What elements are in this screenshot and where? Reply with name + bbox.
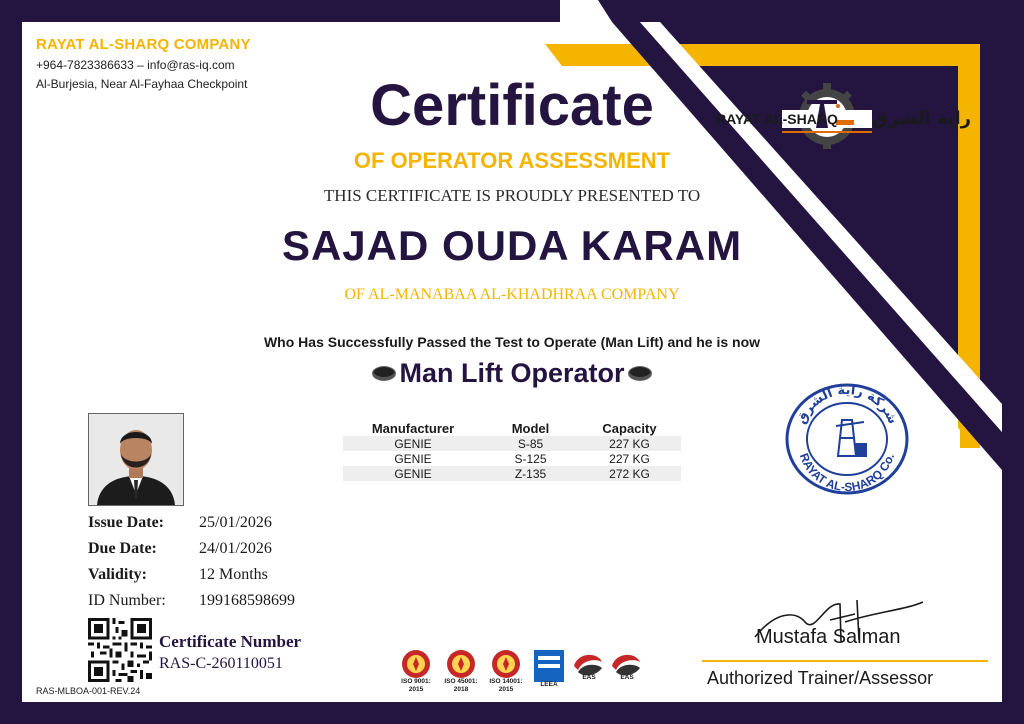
table-cell: S-85 bbox=[483, 436, 578, 451]
validity-value: 12 Months bbox=[199, 566, 268, 583]
equipment-table bbox=[343, 421, 681, 481]
table-cell: 227 KG bbox=[578, 436, 681, 451]
logo-text-ar: راية الشرق bbox=[872, 108, 972, 129]
issue-date-label: Issue Date: bbox=[88, 514, 164, 531]
column-header-capacity: Capacity bbox=[602, 421, 657, 436]
table-row bbox=[343, 436, 681, 451]
role-title: Man Lift Operator bbox=[399, 358, 625, 388]
certificate-number-value: RAS-C-260110051 bbox=[159, 655, 283, 672]
id-number-label: ID Number: bbox=[88, 592, 166, 609]
certificate-title: Certificate bbox=[370, 73, 654, 138]
stamp-text-bottom: RAYAT AL-SHARQ Co. bbox=[796, 451, 898, 495]
qualification-statement: Who Has Successfully Passed the Test to Operate (Man Lift) and he is now bbox=[263, 334, 761, 350]
certificate-subtitle: OF OPERATOR ASSESSMENT bbox=[353, 148, 671, 173]
table-cell: GENIE bbox=[343, 466, 483, 481]
badge-caption: ISO 45001: 2018 bbox=[444, 678, 478, 693]
issue-date-value: 25/01/2026 bbox=[199, 514, 272, 531]
table-row bbox=[343, 466, 681, 481]
role-bullet-icon bbox=[372, 366, 396, 381]
company-name: RAYAT AL-SHARQ COMPANY bbox=[36, 36, 251, 53]
company-stamp bbox=[784, 382, 910, 496]
validity-label: Validity: bbox=[88, 566, 147, 583]
certificate-number-label: Certificate Number bbox=[159, 632, 302, 651]
document-code: RAS-MLBOA-001-REV.24 bbox=[36, 686, 141, 696]
table-cell: Z-135 bbox=[483, 466, 578, 481]
recipient-organization: OF AL-MANABAA AL-KHADHRAA COMPANY bbox=[344, 286, 680, 303]
table-cell: S-125 bbox=[483, 451, 578, 466]
stamp-text-top: شركة راية الشرق bbox=[794, 382, 901, 427]
badge-caption: EAS bbox=[582, 674, 596, 681]
oil-derrick-icon bbox=[836, 420, 866, 456]
due-date-value: 24/01/2026 bbox=[199, 540, 272, 557]
eas-badge-icon bbox=[568, 646, 610, 694]
badge-caption: ISO 14001: 2015 bbox=[489, 678, 523, 693]
table-row bbox=[343, 451, 681, 466]
company-address: Al-Burjesia, Near Al-Fayhaa Checkpoint bbox=[36, 77, 248, 91]
role-bullet-icon bbox=[628, 366, 652, 381]
presented-to-line: THIS CERTIFICATE IS PROUDLY PRESENTED TO bbox=[323, 186, 701, 205]
signer-role: Authorized Trainer/Assessor bbox=[707, 668, 934, 688]
company-contact: +964-7823386633 – info@ras-iq.com bbox=[36, 58, 235, 72]
qr-code-icon bbox=[88, 618, 152, 682]
due-date-label: Due Date: bbox=[88, 540, 157, 557]
table-header-row bbox=[343, 421, 681, 436]
signer-name: Mustafa Salman bbox=[756, 626, 901, 648]
table-cell: 272 KG bbox=[578, 466, 681, 481]
logo-text-en: RAYAT AL-SHARQ bbox=[716, 111, 838, 127]
table-cell: GENIE bbox=[343, 436, 483, 451]
recipient-name: SAJAD OUDA KARAM bbox=[281, 222, 743, 269]
table-cell: 227 KG bbox=[578, 451, 681, 466]
column-header-manufacturer: Manufacturer bbox=[371, 421, 455, 436]
eas-badge-icon bbox=[606, 646, 648, 694]
company-logo bbox=[712, 80, 972, 150]
column-header-model: Model bbox=[511, 421, 550, 436]
badge-caption: EAS bbox=[620, 674, 634, 681]
recipient-photo bbox=[88, 413, 184, 506]
badge-caption: ISO 9001: 2015 bbox=[401, 678, 431, 693]
id-number-value: 199168598699 bbox=[199, 592, 295, 609]
badge-caption: LEEA bbox=[540, 681, 558, 688]
signature-line bbox=[702, 660, 988, 662]
table-cell: GENIE bbox=[343, 451, 483, 466]
